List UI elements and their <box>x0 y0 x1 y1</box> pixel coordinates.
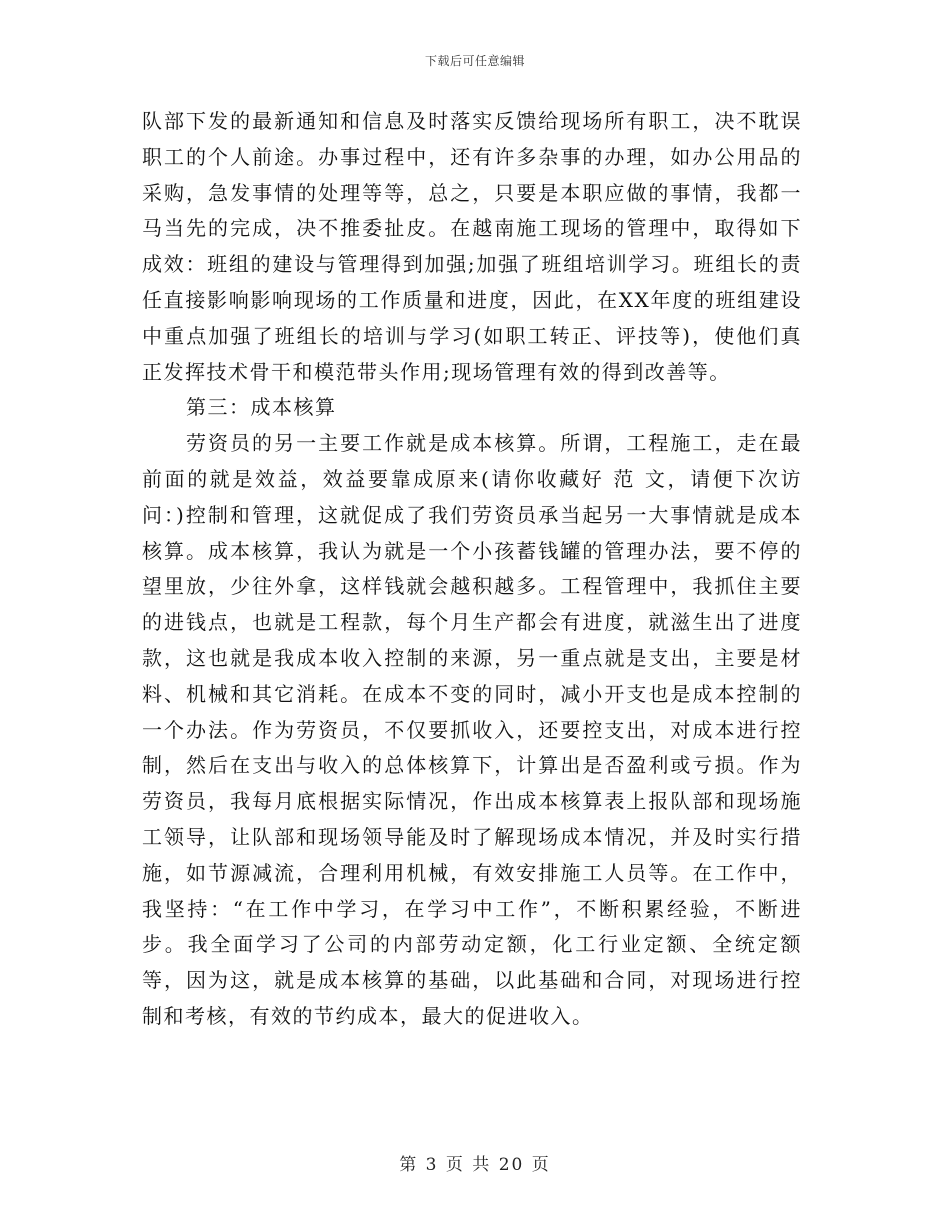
page-number: 第 3 页 共 20 页 <box>399 1155 551 1175</box>
document-body <box>142 104 802 1035</box>
header-note: 下载后可任意编辑 <box>424 54 525 68</box>
section-heading: 第三：成本核算 <box>186 395 337 420</box>
paragraph: 劳资员的另一主要工作就是成本核算。所谓，工程施工，走在最前面的就是效益，效益要靠成原来(请你收藏好 范 文，请便下次访问：)控制和管理，这就促成了我们劳资员承当起另一大事情就是成本核算。成本核算，我认为就是一个小孩蓄钱罐的管理办法，要不停的望里放，少往外拿，这样钱就会越积越多。工程管理中，我抓住主要的进钱点，也就是工程款，每个月生产都会有进度，就滋生出了进度款，这也就是我成本收入控制的来源，另一重点就是支出，主要是材料、机械和其它消耗。在成本不变的同时，减小开支也是成本控制的一个办法。作为劳资员，不仅要抓收入，还要控支出，对成本进行控制，然后在支出与收入的总体核算下，计算出是否盈利或亏损。作为劳资员，我每月底根据实际情况，作出成本核算表上报队部和现场施工领导，让队部和现场领导能及时了解现场成本情况，并及时实行措施，如节源减流，合理利用机械，有效安排施工人员等。在工作中，我坚持：“在工作中学习，在学习中工作”，不断积累经验，不断进步。我全面学习了公司的内部劳动定额，化工行业定额、全统定额等，因为这，就是成本核算的基础，以此基础和合同，对现场进行控制和考核，有效的节约成本，最大的促进收入。 <box>142 431 802 1028</box>
page-footer <box>0 1150 950 1175</box>
paragraph: 队部下发的最新通知和信息及时落实反馈给现场所有职工，决不耽误职工的个人前途。办事过程中，还有许多杂事的办理，如办公用品的采购，急发事情的处理等等，总之，只要是本职应做的事情，我都一马当先的完成，决不推委扯皮。在越南施工现场的管理中，取得如下成效：班组的建设与管理得到加强;加强了班组培训学习。班组长的责任直接影响影响现场的工作质量和进度，因此，在XX年度的班组建设中重点加强了班组长的培训与学习(如职工转正、评技等)，使他们真正发挥技术骨干和模范带头作用;现场管理有效的得到改善等。 <box>142 109 802 384</box>
page-header <box>0 52 950 69</box>
